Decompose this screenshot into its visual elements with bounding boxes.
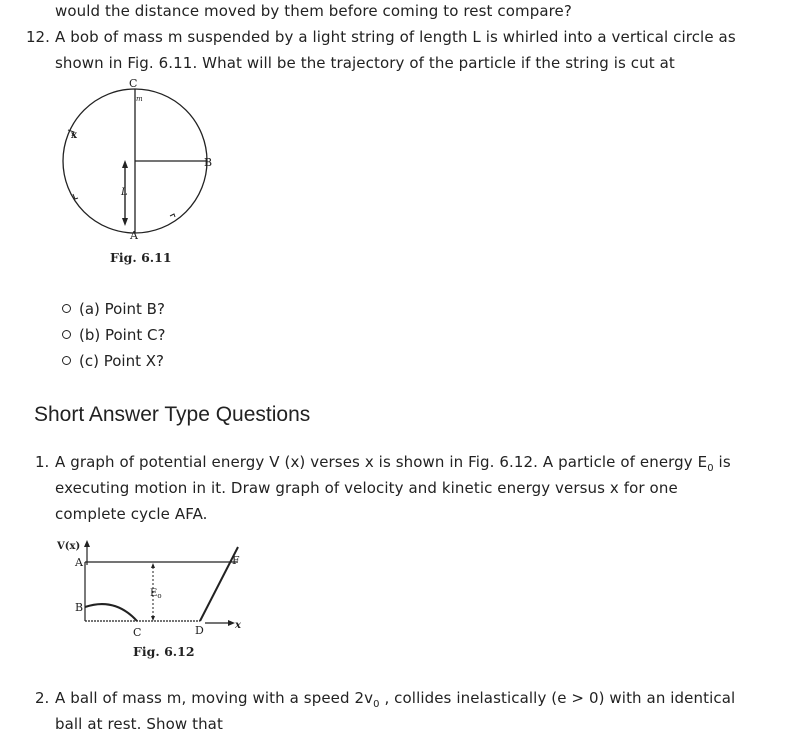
label-e0: $E_o$ (150, 588, 162, 600)
label-a: A (130, 229, 138, 242)
length-arrow-down-head (122, 218, 128, 226)
label-l: L (121, 187, 128, 198)
section-heading: Short Answer Type Questions (34, 403, 311, 426)
bullet-icon (62, 356, 71, 365)
option-c: (c) Point X? (62, 348, 164, 374)
option-b: (b) Point C? (62, 322, 165, 348)
potential-curve-bc (85, 604, 137, 621)
label-x: x (71, 130, 77, 141)
question-11-tail: would the distance moved by them before coming to rest compare? (55, 2, 572, 20)
figure-6-12 (55, 535, 255, 645)
question-12-number: 12. (26, 28, 50, 46)
label-b: B (75, 601, 84, 614)
figure-6-11-caption: Fig. 6.11 (110, 250, 172, 265)
sa-question-2-number: 2. (35, 689, 50, 707)
label-a: A (75, 556, 83, 569)
label-b: B (204, 156, 213, 169)
sa-question-2-line1: A ball of mass m, moving with a speed $2v_0$ , collides inelastically (e > 0) with an identical (55, 689, 736, 710)
y-axis-arrow (84, 540, 90, 547)
figure-6-11 (55, 78, 225, 246)
sa-question-1-number: 1. (35, 453, 50, 471)
option-a: (a) Point B? (62, 296, 165, 322)
length-arrow-up-head (122, 160, 128, 168)
label-c: C (129, 78, 138, 90)
question-12-line1: A bob of mass m suspended by a light string of length L is whirled into a vertical circle as (55, 28, 736, 46)
bullet-icon (62, 330, 71, 339)
sa-question-2-line2: ball at rest. Show that (55, 715, 223, 733)
label-d: D (195, 624, 204, 637)
label-c: C (133, 626, 142, 639)
energy-arrow-up-head (151, 563, 155, 568)
sa-question-1-line3: complete cycle AFA. (55, 505, 208, 523)
bullet-icon (62, 304, 71, 313)
sa-question-1-line1: A graph of potential energy V (x) verses x is shown in Fig. 6.12. A particle of energy $E_0$ is (55, 453, 731, 474)
energy-arrow-down-head (151, 616, 155, 621)
label-m: m (136, 95, 143, 103)
sa-question-1-line2: executing motion in it. Draw graph of velocity and kinetic energy versus x for one (55, 479, 678, 497)
label-f: F (232, 554, 240, 567)
figure-6-12-caption: Fig. 6.12 (133, 644, 195, 659)
direction-mark-right (170, 214, 175, 217)
label-vx: V(x) (57, 541, 81, 552)
x-axis-arrow (228, 620, 235, 626)
label-x: x (235, 620, 241, 631)
question-12-line2: shown in Fig. 6.11. What will be the trajectory of the particle if the string is cut at (55, 54, 675, 72)
